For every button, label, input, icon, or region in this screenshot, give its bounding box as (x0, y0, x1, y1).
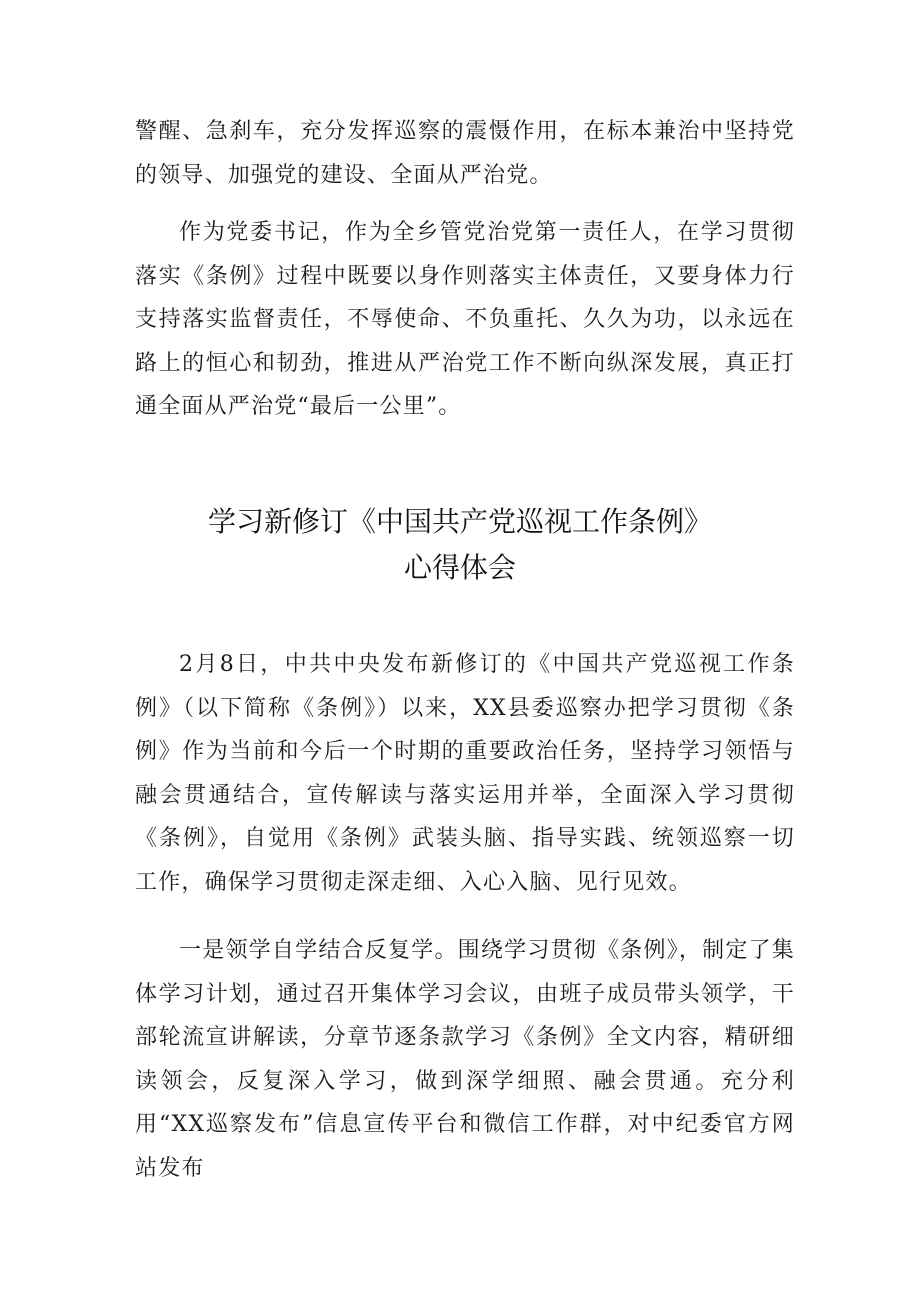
article-title-line-1: 学习新修订《中国共产党巡视工作条例》 (207, 505, 712, 538)
secretary-responsibility-paragraph: 作为党委书记，作为全乡管党治党第一责任人，在学习贯彻落实《条例》过程中既要以身作则落实主体责任，又要身体力行支持落实监督责任，不辱使命、不负重托、久久为功，以永远在路上的恒心和韧劲，推进从严治党工作不断向纵深发展，真正打通全面从严治党“最后一公里”。 (135, 220, 795, 419)
study-method-paragraph: 一是领学自学结合反复学。围绕学习贯彻《条例》，制定了集体学习计划，通过召开集体学习会议，由班子成员带头领学，干部轮流宣讲解读，分章节逐条款学习《条例》全文内容，精研细读领会，反复深入学习，做到深学细照、融会贯通。充分利用“XX巡察发布”信息宣传平台和微信工作群，对中纪委官方网站发布 (135, 938, 795, 1181)
continuation-paragraph: 警醒、急刹车，充分发挥巡察的震慑作用，在标本兼治中坚持党的领导、加强党的建设、全面从严治党。 (135, 119, 795, 188)
intro-paragraph: 2月8日，中共中央发布新修订的《中国共产党巡视工作条例》（以下简称《条例》）以来，XX县委巡察办把学习贯彻《条例》作为当前和今后一个时期的重要政治任务，坚持学习领悟与融会贯通结合，宣传解读与落实运用并举，全面深入学习贯彻《条例》，自觉用《条例》武装头脑、指导实践、统领巡察一切工作，确保学习贯彻走深走细、入心入脑、见行见效。 (135, 652, 795, 895)
article-title (100, 499, 820, 591)
article-title-line-2: 心得体会 (403, 551, 516, 584)
